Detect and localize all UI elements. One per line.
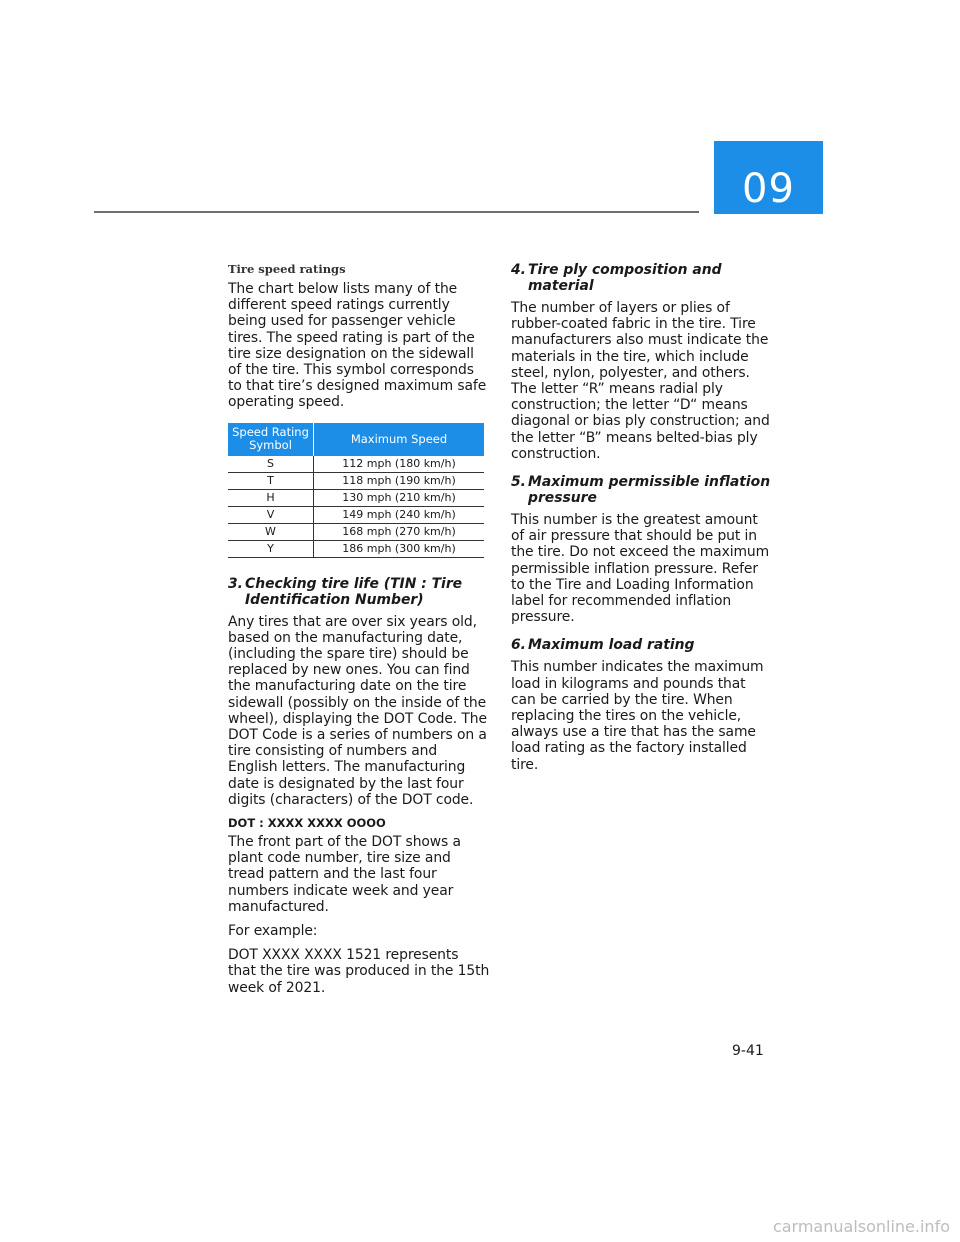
section-5-number: 5. [511, 474, 526, 491]
header-speed-symbol: Speed Rating Symbol [228, 423, 314, 456]
table-header-row [228, 423, 484, 456]
max-speed-cell: 112 mph (180 km/h) [314, 456, 485, 473]
table-row [228, 472, 484, 489]
max-speed-cell: 130 mph (210 km/h) [314, 489, 485, 506]
section-5-heading [511, 474, 773, 506]
speed-ratings-heading: Tire speed ratings [228, 262, 346, 276]
section-6-title: Maximum load rating [528, 637, 695, 654]
section-5-title: Maximum permissible inflation pressure [528, 474, 771, 507]
speed-symbol-cell: H [228, 489, 314, 506]
speed-symbol-cell: Y [228, 540, 314, 557]
section-3-body: Any tires that are over six years old, based on the manufacturing date, (including the spare tire) should be replaced by new ones. You can find the manufacturing date on the tire sidewall (possibly on the inside of the wheel), displaying the DOT Code. The DOT Code is a series of numbers on a tire consisting of numbers and English letters. The manufacturing date is designated by the last four digits (characters) of the DOT code. [228, 613, 487, 808]
speed-ratings-intro: The chart below lists many of the different speed ratings currently being used for passenger vehicle tires. The speed rating is part of the tire size designation on the sidewall of the tire. This symbol corresponds to that tire’s designed maximum safe operating speed. [228, 281, 487, 411]
speed-symbol-cell: T [228, 472, 314, 489]
table-row [228, 523, 484, 540]
section-6-number: 6. [511, 637, 526, 654]
section-3-heading [228, 576, 490, 608]
section-4-heading [511, 262, 773, 294]
table-row [228, 506, 484, 523]
left-column [228, 262, 490, 1004]
header-divider [94, 211, 699, 213]
max-speed-cell: 149 mph (240 km/h) [314, 506, 485, 523]
max-speed-cell: 168 mph (270 km/h) [314, 523, 485, 540]
section-3-number: 3. [228, 575, 243, 592]
dot-code-body: The front part of the DOT shows a plant code number, tire size and tread pattern and the last four numbers indicate week and year manufactured. [228, 834, 461, 915]
max-speed-cell: 186 mph (300 km/h) [314, 540, 485, 557]
table-row [228, 489, 484, 506]
chapter-tab: 09 [714, 141, 823, 214]
section-6-body: This number indicates the maximum load in kilograms and pounds that can be carried by the tire. When replacing the tires on the vehicle, always use a tire that has the same load rating as the factory installed tire. [511, 659, 764, 773]
page-number: 9-41 [732, 1043, 764, 1059]
speed-symbol-cell: W [228, 523, 314, 540]
speed-rating-table [228, 423, 484, 558]
section-4-title: Tire ply composition and material [528, 262, 722, 294]
example-body: DOT XXXX XXXX 1521 represents that the tire was produced in the 15th week of 2021. [228, 947, 490, 996]
section-4-body: The number of layers or plies of rubber-coated fabric in the tire. Tire manufacturers also must indicate the materials in the tire, which include steel, nylon, polyester, and others. The letter “R” means radial ply construction; the letter “D“ means diagonal or bias ply construction; and the letter “B” means belted-bias ply construction. [511, 300, 770, 462]
section-6-heading [511, 637, 773, 653]
watermark-text: carmanualsonline.info [772, 1217, 950, 1236]
example-label: For example: [228, 923, 318, 940]
table-row [228, 540, 484, 557]
speed-symbol-cell: S [228, 456, 314, 473]
table-row [228, 456, 484, 473]
section-4-number: 4. [511, 262, 526, 278]
dot-code-heading: DOT : XXXX XXXX OOOO [228, 816, 386, 831]
section-5-body: This number is the greatest amount of air pressure that should be put in the tire. Do not exceed the maximum permissible inflation pressure. Refer to the Tire and Loading Information label for recommended inflation pressure. [511, 512, 770, 626]
header-max-speed: Maximum Speed [314, 423, 485, 456]
speed-symbol-cell: V [228, 506, 314, 523]
section-3-title: Checking tire life (TIN : Tire Identification Number) [245, 575, 463, 608]
right-column [511, 262, 773, 781]
max-speed-cell: 118 mph (190 km/h) [314, 472, 485, 489]
